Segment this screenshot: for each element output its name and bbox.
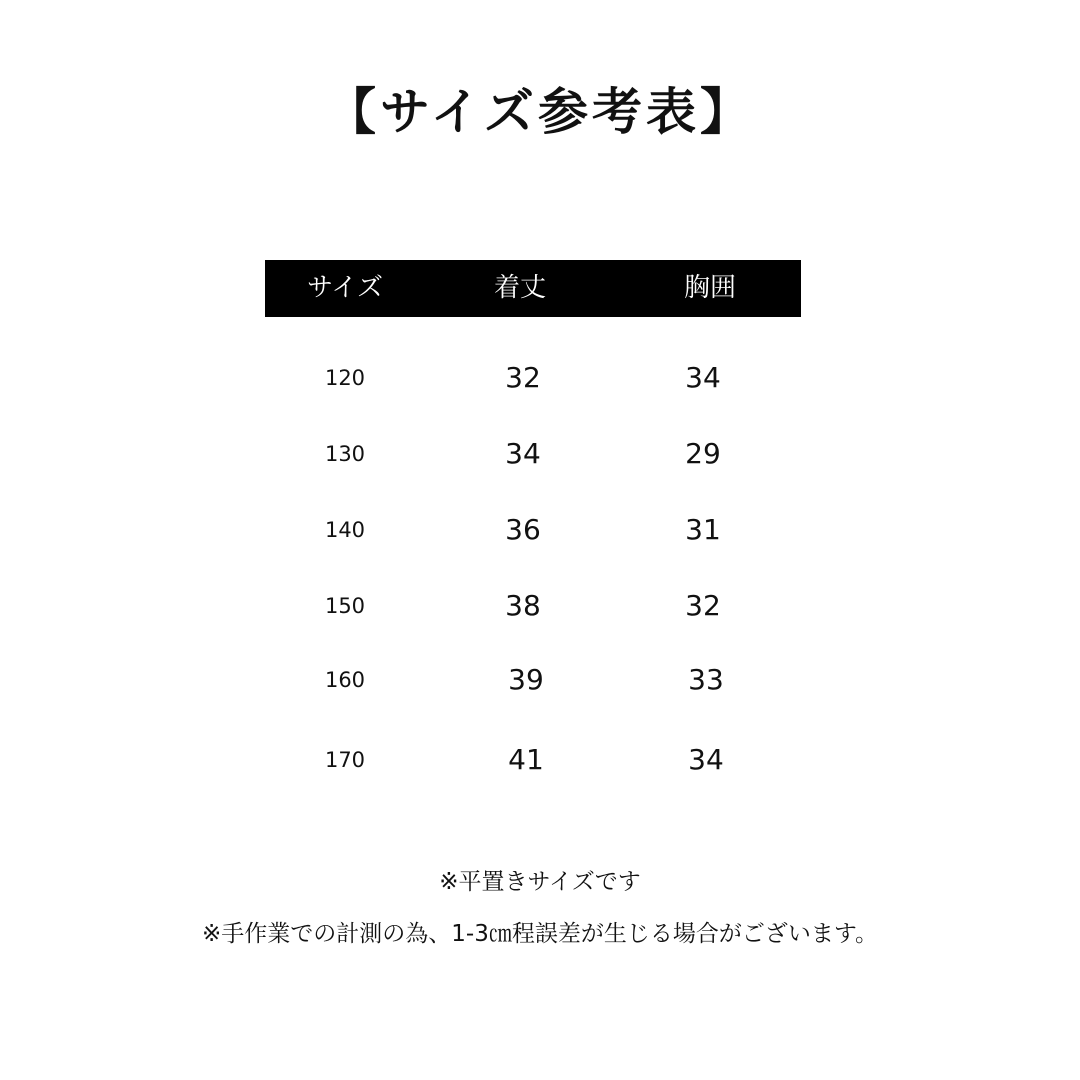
chest-cell: 29 (685, 437, 721, 470)
table-row (265, 358, 801, 398)
length-cell: 34 (505, 437, 541, 470)
length-cell: 32 (505, 361, 541, 394)
size-cell: 140 (324, 518, 366, 542)
header-chest: 胸囲 (683, 273, 736, 303)
table-row (265, 510, 801, 550)
chest-cell: 33 (688, 663, 724, 696)
chest-cell: 32 (685, 589, 721, 622)
length-cell: 39 (508, 663, 544, 696)
table-row (265, 586, 801, 626)
table-row (265, 740, 801, 780)
length-cell: 38 (505, 589, 541, 622)
size-cell: 160 (324, 668, 366, 692)
length-cell: 41 (508, 743, 544, 776)
table-row (265, 434, 801, 474)
table-header (265, 260, 801, 317)
chest-cell: 34 (685, 361, 721, 394)
table-row (265, 660, 801, 700)
note-measurement-error: ※手作業での計測の為、1-3㎝程誤差が生じる場合がございます。 (202, 921, 878, 947)
header-size: サイズ (307, 273, 383, 303)
chest-cell: 31 (685, 513, 721, 546)
length-cell: 36 (505, 513, 541, 546)
header-length: 着丈 (493, 273, 546, 303)
size-cell: 150 (324, 594, 366, 618)
size-cell: 120 (324, 366, 366, 390)
size-cell: 130 (324, 442, 366, 466)
size-cell: 170 (324, 748, 366, 772)
chest-cell: 34 (688, 743, 724, 776)
page-title: 【サイズ参考表】 (326, 83, 754, 141)
note-flat-measurement: ※平置きサイズです (439, 869, 641, 895)
